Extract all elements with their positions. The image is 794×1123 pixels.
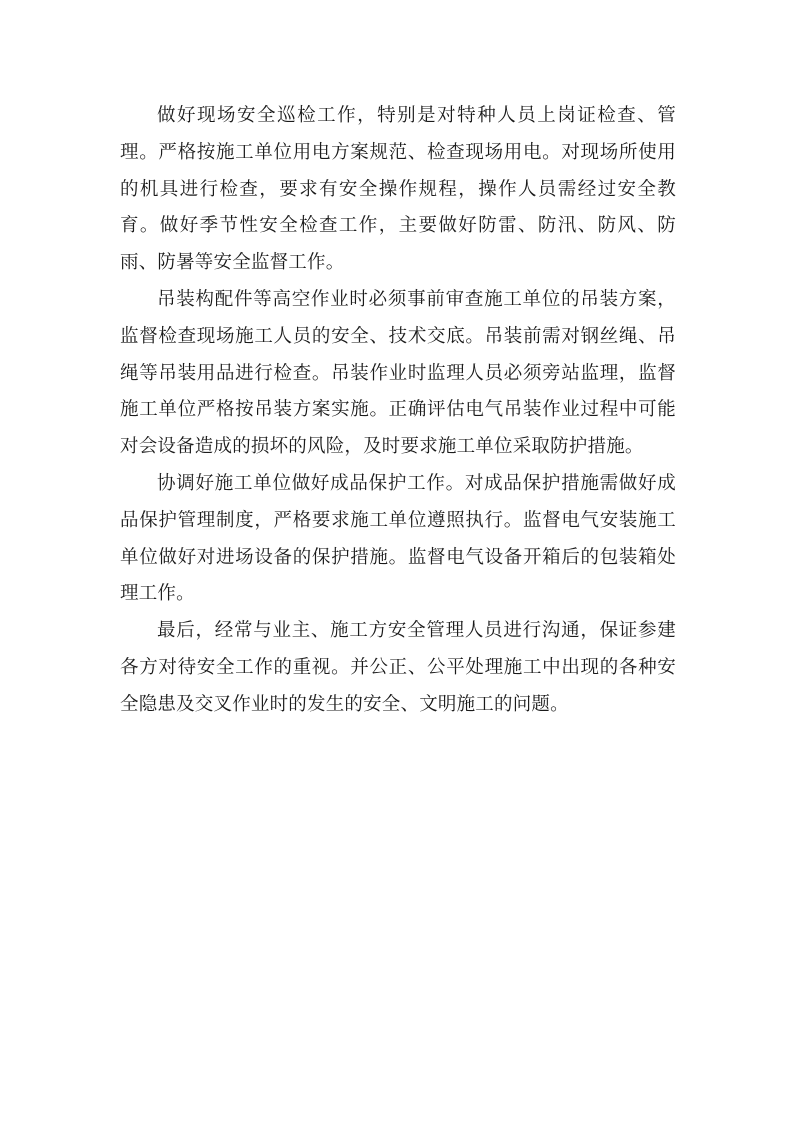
paragraph-lifting-operations: 吊装构配件等高空作业时必须事前审查施工单位的吊装方案，监督检查现场施工人员的安全、技术交底。吊装前需对钢丝绳、吊绳等吊装用品进行检查。吊装作业时监理人员必须旁站监理，监督施工单位严格按吊装方案实施。正确评估电气吊装作业过程中可能对会设备造成的损坏的风险，及时要求施工单位采取防护措施。	[120, 288, 676, 458]
paragraph-site-inspection: 做好现场安全巡检工作，特别是对特种人员上岗证检查、管理。严格按施工单位用电方案规范、检查现场用电。对现场所使用的机具进行检查，要求有安全操作规程，操作人员需经过安全教育。做好季节性安全检查工作，主要做好防雷、防汛、防风、防雨、防暑等安全监督工作。	[120, 105, 676, 274]
paragraph-communication: 最后，经常与业主、施工方安全管理人员进行沟通，保证参建各方对待安全工作的重视。并公正、公平处理施工中出现的各种安全隐患及交叉作业时的发生的安全、文明施工的问题。	[120, 620, 676, 715]
document-body	[120, 98, 676, 724]
paragraph-product-protection: 协调好施工单位做好成品保护工作。对成品保护措施需做好成品保护管理制度，严格要求施工单位遵照执行。监督电气安装施工单位做好对进场设备的保护措施。监督电气设备开箱后的包装箱处理工作。	[120, 472, 676, 605]
